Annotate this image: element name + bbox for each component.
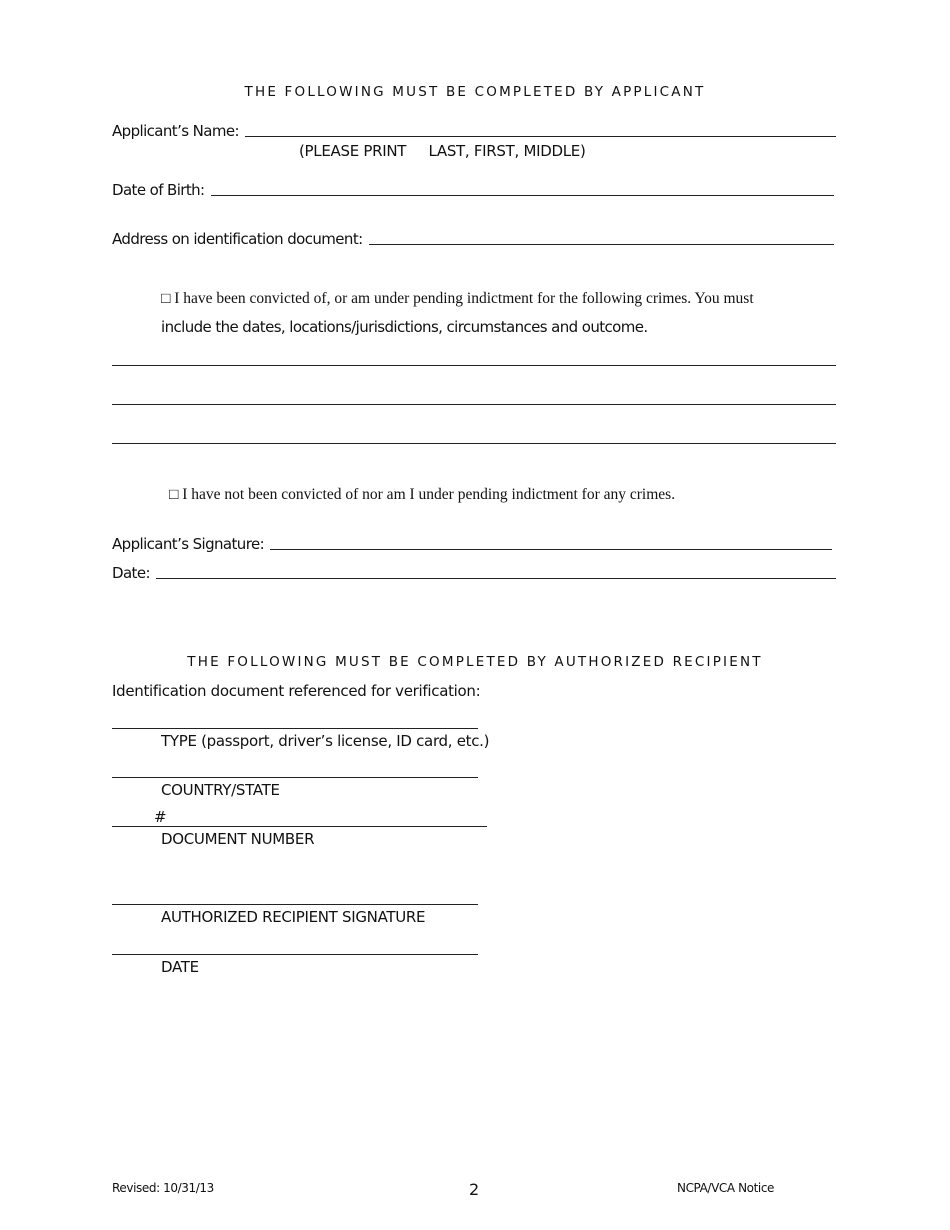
document-type-label: TYPE (passport, driver’s license, ID card, etc.) [161,732,490,750]
address-label: Address on identification document: [112,230,363,248]
applicant-signature-line[interactable] [270,549,832,550]
verification-intro: Identification document referenced for verification: [112,682,481,700]
recipient-date-line[interactable] [112,954,478,955]
recipient-signature-label: AUTHORIZED RECIPIENT SIGNATURE [161,908,426,926]
recipient-section-heading: THE FOLLOWING MUST BE COMPLETED BY AUTHORIZED RECIPIENT [187,654,763,670]
document-type-line[interactable] [112,728,478,729]
address-field[interactable] [112,230,834,248]
country-state-line[interactable] [112,777,478,778]
recipient-date-label: DATE [161,958,199,976]
convicted-text-line2: include the dates, locations/jurisdictions, circumstances and outcome. [161,318,648,336]
recipient-signature-line[interactable] [112,904,478,905]
applicant-signature-label: Applicant’s Signature: [112,535,265,553]
convicted-checkbox[interactable]: □ [161,290,171,307]
crimes-detail-line-1[interactable] [112,365,836,366]
applicant-section-heading: THE FOLLOWING MUST BE COMPLETED BY APPLICANT [244,84,706,100]
applicant-date-label: Date: [112,564,150,582]
not-convicted-option[interactable] [169,486,675,504]
document-number-label: DOCUMENT NUMBER [161,830,315,848]
not-convicted-checkbox[interactable]: □ [169,486,179,503]
crimes-detail-line-2[interactable] [112,404,836,405]
applicant-name-field[interactable] [112,122,836,140]
not-convicted-text: I have not been convicted of nor am I under pending indictment for any crimes. [182,486,676,503]
date-of-birth-label: Date of Birth: [112,181,205,199]
crimes-detail-line-3[interactable] [112,443,836,444]
applicant-signature-field[interactable] [112,535,832,553]
notice-label: NCPA/VCA Notice [677,1181,775,1195]
country-state-label: COUNTRY/STATE [161,781,280,799]
applicant-date-field[interactable] [112,564,836,582]
convicted-option[interactable] [161,290,754,308]
document-number-prefix: # [154,808,167,826]
convicted-text-line1: I have been convicted of, or am under pending indictment for the following crimes. You must [174,290,754,307]
applicant-date-line[interactable] [156,578,836,579]
applicant-name-line[interactable] [245,136,836,137]
document-number-line[interactable] [112,826,487,827]
date-of-birth-field[interactable] [112,181,834,199]
page-number: 2 [469,1180,480,1199]
address-line[interactable] [369,244,834,245]
applicant-name-label: Applicant’s Name: [112,122,239,140]
revised-date: Revised: 10/31/13 [112,1181,214,1195]
name-print-hint: (PLEASE PRINT LAST, FIRST, MIDDLE) [299,142,586,160]
date-of-birth-line[interactable] [211,195,834,196]
